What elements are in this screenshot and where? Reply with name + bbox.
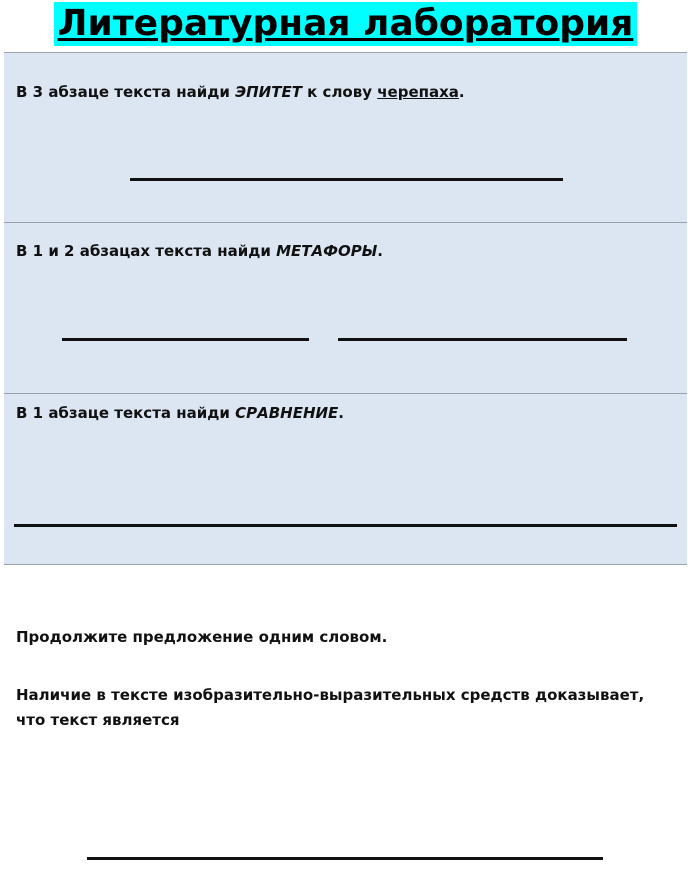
question-term: СРАВНЕНИЕ	[235, 404, 339, 422]
question-text: В 1 абзаце текста найди	[16, 404, 236, 422]
answer-line[interactable]	[130, 178, 563, 181]
task-conclusion-section	[4, 564, 687, 881]
question-text: В 1 и 2 абзацах текста найди	[16, 242, 277, 260]
question-text: В 3 абзаце текста найди	[16, 83, 236, 101]
task-epithet-section	[4, 52, 687, 222]
task-metaphors-question	[16, 242, 383, 260]
task-simile-question	[16, 404, 344, 422]
answer-line-1[interactable]	[62, 338, 309, 341]
question-text: к слову	[301, 83, 378, 101]
task-epithet-question	[16, 83, 465, 101]
question-term: МЕТАФОРЫ	[276, 242, 378, 260]
question-text: .	[338, 404, 344, 422]
answer-line[interactable]	[14, 524, 677, 527]
page-title: Литературная лаборатория	[54, 2, 638, 46]
answer-line-2[interactable]	[338, 338, 627, 341]
task-simile-section	[4, 393, 687, 564]
task-conclusion-sentence-line1: Наличие в тексте изобразительно-выразительных средств доказывает,	[16, 686, 645, 704]
question-keyword: черепаха	[377, 83, 459, 101]
question-text: .	[377, 242, 383, 260]
question-text: .	[458, 83, 465, 101]
title-bar	[0, 0, 691, 52]
question-term: ЭПИТЕТ	[235, 83, 302, 101]
answer-line[interactable]	[87, 857, 603, 860]
task-conclusion-sentence-line2: что текст является	[16, 711, 180, 729]
task-metaphors-section	[4, 222, 687, 393]
task-conclusion-instruction: Продолжите предложение одним словом.	[16, 628, 388, 646]
